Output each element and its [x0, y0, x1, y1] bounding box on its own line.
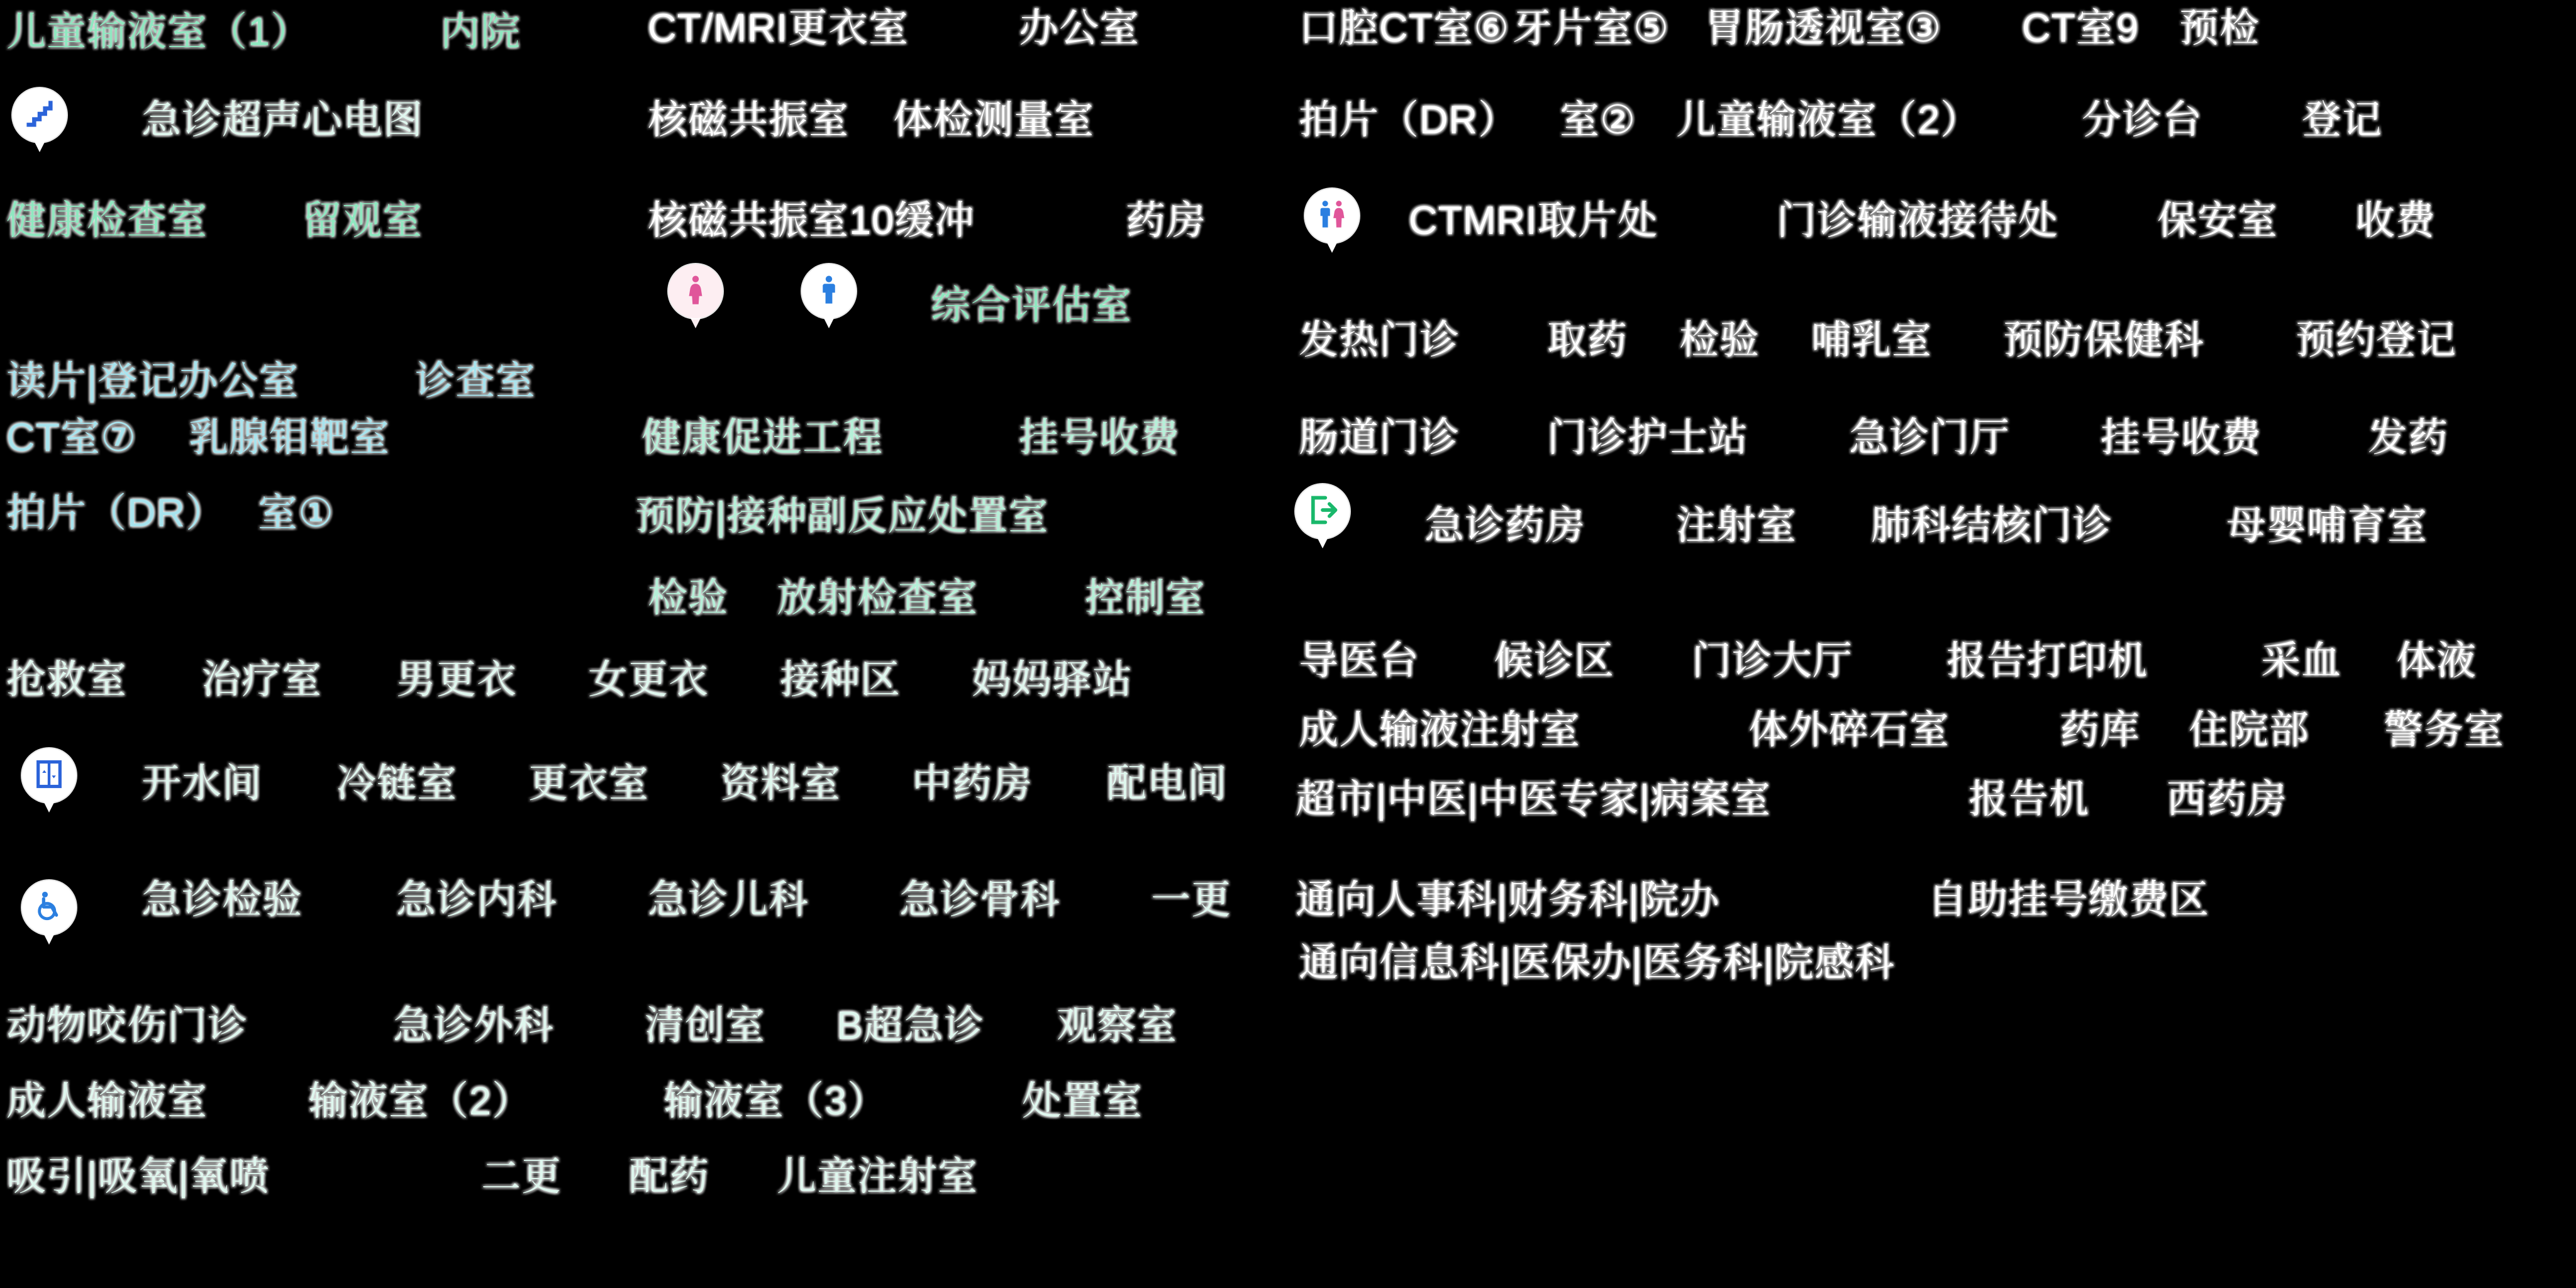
accessible-pin[interactable]	[22, 880, 76, 946]
map-label[interactable]: CTMRI取片处	[1409, 199, 1658, 243]
map-label[interactable]: 通向信息科|医保办|医务科|院感科	[1299, 941, 1896, 985]
map-label[interactable]: 西药房	[2167, 777, 2287, 821]
map-label[interactable]: 急诊门厅	[1849, 416, 2010, 460]
map-label[interactable]: 报告机	[1968, 777, 2089, 821]
map-label[interactable]: 二更	[481, 1155, 562, 1199]
map-label[interactable]: 输液室（2）	[308, 1079, 533, 1123]
map-label[interactable]: 读片|登记办公室	[6, 359, 299, 403]
map-label[interactable]: 男更衣	[396, 658, 517, 702]
map-label[interactable]: 收费	[2355, 199, 2436, 243]
restroom-male-pin[interactable]	[802, 264, 856, 330]
map-label[interactable]: 成人输液室	[6, 1079, 208, 1123]
map-label[interactable]: 办公室	[1019, 6, 1140, 50]
map-label[interactable]: 住院部	[2189, 708, 2309, 752]
restroom-pin[interactable]	[669, 264, 723, 330]
map-label[interactable]: 药房	[1126, 199, 1206, 243]
exit-pin[interactable]	[1296, 484, 1350, 550]
map-label[interactable]: 输液室（3）	[663, 1079, 888, 1123]
map-label[interactable]: 治疗室	[201, 658, 322, 702]
map-label[interactable]: 儿童输液室（1）	[6, 10, 311, 54]
map-label[interactable]: 儿童注射室	[777, 1155, 978, 1199]
map-label[interactable]: 门诊输液接待处	[1777, 199, 2058, 243]
map-label[interactable]: 母婴哺育室	[2226, 504, 2428, 548]
map-label[interactable]: 冷链室	[336, 762, 457, 806]
map-label[interactable]: 挂号收费	[2101, 416, 2262, 460]
map-label[interactable]: 报告打印机	[1946, 639, 2148, 683]
map-label[interactable]: CT室⑦	[6, 416, 137, 460]
map-label[interactable]: 动物咬伤门诊	[6, 1004, 248, 1048]
map-label[interactable]: 拍片（DR）	[6, 491, 226, 535]
map-label[interactable]: 女更衣	[588, 658, 709, 702]
map-label[interactable]: 登记	[2302, 98, 2382, 142]
map-label[interactable]: 体检测量室	[893, 98, 1094, 142]
map-label[interactable]: 清创室	[645, 1004, 765, 1048]
map-label[interactable]: 放射检查室	[777, 576, 978, 620]
stairs-pin[interactable]	[13, 88, 67, 153]
map-label[interactable]: 体外碎石室	[1748, 708, 1950, 752]
map-label[interactable]: 药库	[2060, 708, 2140, 752]
map-label[interactable]: 急诊超声心电图	[142, 98, 423, 142]
map-label[interactable]: 乳腺钼靶室	[189, 416, 390, 460]
map-label[interactable]: 急诊检验	[142, 878, 303, 922]
map-label[interactable]: 室①	[258, 491, 335, 535]
map-label[interactable]: 儿童输液室（2）	[1676, 98, 1981, 142]
restroom-pair-pin[interactable]	[1305, 189, 1359, 254]
map-label[interactable]: 预防|接种副反应处置室	[635, 494, 1049, 538]
map-label[interactable]: 资料室	[720, 762, 841, 806]
map-label[interactable]: 预约登记	[2296, 318, 2457, 362]
map-label[interactable]: 采血	[2261, 639, 2341, 683]
map-label[interactable]: 室②	[1560, 98, 1636, 142]
map-label[interactable]: 健康检查室	[6, 199, 208, 243]
map-label[interactable]: 核磁共振室	[648, 98, 849, 142]
map-label[interactable]: 核磁共振室10缓冲	[648, 199, 975, 243]
map-label[interactable]: 健康促进工程	[641, 416, 883, 460]
map-label[interactable]: 门诊护士站	[1547, 416, 1748, 460]
map-label[interactable]: 一更	[1151, 878, 1231, 922]
map-label[interactable]: 诊查室	[415, 359, 536, 403]
map-label[interactable]: CT/MRI更衣室	[648, 6, 909, 50]
map-label[interactable]: 检验	[1679, 318, 1760, 362]
map-label[interactable]: 发热门诊	[1299, 318, 1460, 362]
map-label[interactable]: 配药	[629, 1155, 709, 1199]
map-label[interactable]: 接种区	[780, 658, 901, 702]
map-label[interactable]: CT室9	[2022, 6, 2140, 50]
map-label[interactable]: 口腔CT室⑥	[1299, 6, 1510, 50]
map-label[interactable]: 检验	[648, 576, 728, 620]
map-label[interactable]: 通向人事科|财务科|院办	[1296, 878, 1720, 922]
map-label[interactable]: 体液	[2396, 639, 2477, 683]
map-label[interactable]: 分诊台	[2082, 98, 2202, 142]
map-label[interactable]: 急诊儿科	[648, 878, 809, 922]
map-label[interactable]: 预检	[2179, 6, 2260, 50]
map-label[interactable]: 注射室	[1676, 504, 1797, 548]
map-label[interactable]: 牙片室⑤	[1513, 6, 1670, 50]
map-label[interactable]: 妈妈驿站	[972, 658, 1133, 702]
map-label[interactable]: 急诊外科	[393, 1004, 554, 1048]
map-label[interactable]: 更衣室	[528, 762, 649, 806]
map-label[interactable]: 处置室	[1022, 1079, 1143, 1123]
map-label[interactable]: 急诊内科	[396, 878, 557, 922]
map-label[interactable]: 超市|中医|中医专家|病案室	[1296, 777, 1772, 821]
map-label[interactable]: 留观室	[302, 199, 423, 243]
map-label[interactable]: 急诊骨科	[899, 878, 1060, 922]
map-label[interactable]: 候诊区	[1494, 639, 1614, 683]
map-label[interactable]: 肠道门诊	[1299, 416, 1460, 460]
map-label[interactable]: 发药	[2368, 416, 2448, 460]
elevator-pin[interactable]	[22, 748, 76, 814]
map-label[interactable]: 取药	[1547, 318, 1628, 362]
map-label[interactable]: 成人输液注射室	[1299, 708, 1580, 752]
map-label[interactable]: 控制室	[1085, 576, 1206, 620]
map-label[interactable]: 门诊大厅	[1692, 639, 1853, 683]
map-label[interactable]: 胃肠透视室③	[1704, 6, 1942, 50]
map-label[interactable]: 保安室	[2157, 199, 2278, 243]
map-label[interactable]: B超急诊	[836, 1004, 985, 1048]
map-label[interactable]: 抢救室	[6, 658, 127, 702]
map-label[interactable]: 开水间	[142, 762, 262, 806]
map-label[interactable]: 肺科结核门诊	[1871, 504, 2112, 548]
map-label[interactable]: 内院	[440, 10, 521, 54]
map-label[interactable]: 观察室	[1057, 1004, 1177, 1048]
map-label[interactable]: 配电间	[1107, 762, 1228, 806]
map-label[interactable]: 哺乳室	[1811, 318, 1932, 362]
map-label[interactable]: 吸引|吸氧|氧喷	[6, 1155, 270, 1199]
map-label[interactable]: 拍片（DR）	[1299, 98, 1518, 142]
map-label[interactable]: 挂号收费	[1019, 416, 1180, 460]
map-label[interactable]: 急诊药房	[1424, 504, 1585, 548]
map-label[interactable]: 中药房	[912, 762, 1033, 806]
map-label[interactable]: 预防保健科	[2003, 318, 2204, 362]
map-label[interactable]: 自助挂号缴费区	[1928, 878, 2209, 922]
map-label[interactable]: 导医台	[1299, 639, 1419, 683]
map-label[interactable]: 综合评估室	[931, 284, 1132, 328]
map-label[interactable]: 警务室	[2384, 708, 2504, 752]
